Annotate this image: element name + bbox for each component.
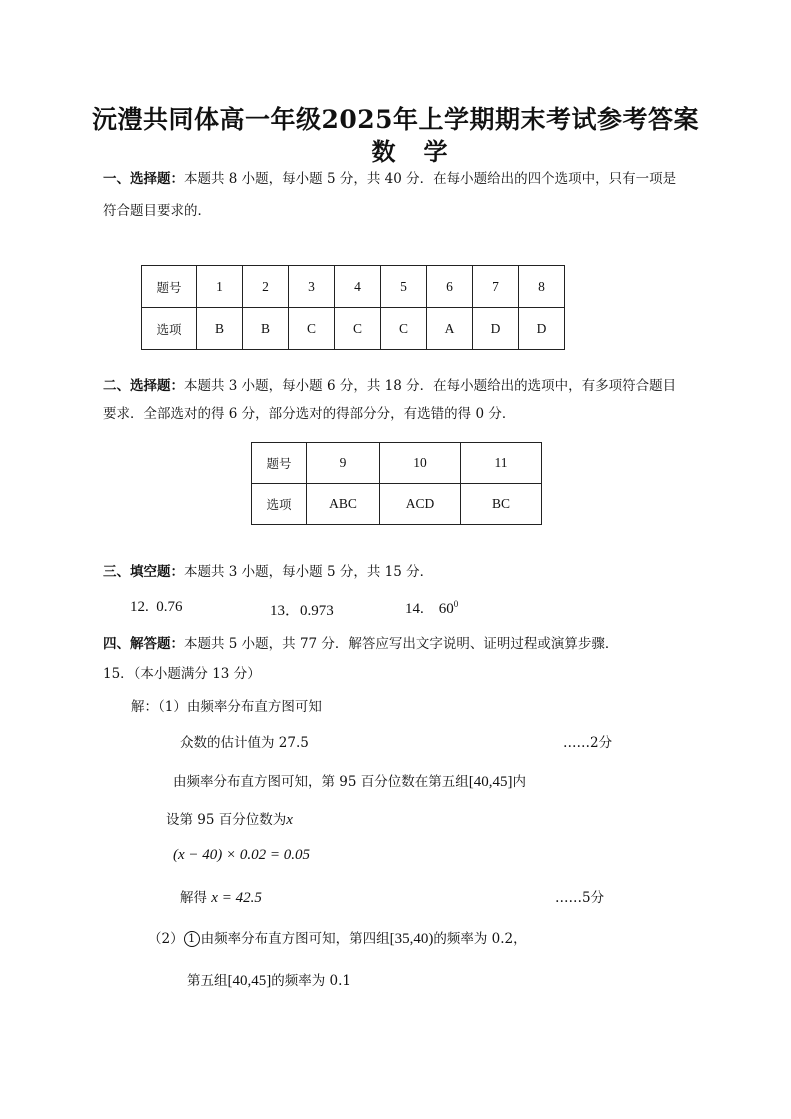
answer-value: 0.973 <box>300 603 334 619</box>
answer-cell: ABC <box>307 484 380 525</box>
table-row <box>252 484 542 525</box>
table-row <box>142 266 565 308</box>
section1-text-line1: 本题共 8 小题，每小题 5 分，共 40 分．在每小题给出的四个选项中，只有一项是 <box>184 171 677 187</box>
section2-label: 二、选择题： <box>103 378 184 394</box>
section3-text: 本题共 3 小题，每小题 5 分，共 15 分． <box>184 564 434 580</box>
answer-cell: B <box>243 308 289 350</box>
part2-text: 由频率分布直方图可知，第四组 <box>200 931 390 947</box>
subject-title: 数学 <box>371 137 476 166</box>
percentile-suffix: 内 <box>512 774 527 790</box>
fill-answer-13 <box>270 599 334 620</box>
answer-cell: BC <box>461 484 542 525</box>
section2-answer-table <box>251 442 542 525</box>
section3-line <box>103 562 433 583</box>
answer-cell: ACD <box>380 484 461 525</box>
section3-label: 三、填空题： <box>103 564 184 580</box>
section4-label: 四、解答题： <box>103 636 184 652</box>
degree-superscript: 0 <box>453 599 459 609</box>
question-number: 5 <box>381 266 427 308</box>
answer-cell: C <box>289 308 335 350</box>
answer-cell: A <box>427 308 473 350</box>
solve-prefix: 解得 <box>180 890 207 906</box>
answer-number: 14. <box>405 601 424 617</box>
percentile-text: 由频率分布直方图可知，第 95 百分位数在第五组 <box>173 774 469 790</box>
q15-score-marker-1: ……2分 <box>563 735 613 751</box>
fill-answer-14 <box>405 599 458 618</box>
answer-number: 13． <box>270 603 301 619</box>
question-number: 9 <box>307 443 380 484</box>
answer-cell: C <box>335 308 381 350</box>
answer-cell: D <box>473 308 519 350</box>
table-answer-label: 选项 <box>252 484 307 525</box>
table-row <box>252 443 542 484</box>
percentile-interval: [40,45] <box>468 774 513 790</box>
question-number: 4 <box>335 266 381 308</box>
section1-label: 一、选择题： <box>103 171 184 187</box>
answer-value: 60 <box>438 601 454 617</box>
q15-let-line <box>166 810 293 831</box>
table-header-label: 题号 <box>252 443 307 484</box>
part2-interval: [35,40) <box>389 931 434 947</box>
group5-prefix: 第五组 <box>187 973 228 989</box>
section4-text: 本题共 5 小题，共 77 分．解答应写出文字说明、证明过程或演算步骤． <box>184 636 619 652</box>
section4-line <box>103 634 618 655</box>
q15-group5-line <box>187 971 351 992</box>
variable-x: x <box>286 812 293 828</box>
page-title: 沅澧共同体高一年级2025年上学期期末考试参考答案 <box>91 105 700 134</box>
answer-cell: C <box>381 308 427 350</box>
group5-text: 的频率为 0.1 <box>271 973 352 989</box>
question-number: 3 <box>289 266 335 308</box>
solve-equation: x = 42.5 <box>211 890 262 906</box>
q15-header: 15．（本小题满分 13 分） <box>103 666 261 682</box>
section2-text-line1: 本题共 3 小题，每小题 6 分，共 18 分．在每小题给出的选项中，有多项符合题目 <box>184 378 677 394</box>
q15-percentile-line <box>173 772 526 793</box>
question-number: 2 <box>243 266 289 308</box>
circled-number-1: 1 <box>184 931 200 947</box>
fill-answer-12 <box>130 599 183 616</box>
answer-cell: B <box>197 308 243 350</box>
question-number: 1 <box>197 266 243 308</box>
let-text: 设第 95 百分位数为 <box>166 812 287 828</box>
question-number: 11 <box>461 443 542 484</box>
table-row <box>142 308 565 350</box>
question-number: 8 <box>519 266 565 308</box>
answer-cell: D <box>519 308 565 350</box>
table-header-label: 题号 <box>142 266 197 308</box>
q15-solve-line <box>180 888 262 909</box>
question-number: 7 <box>473 266 519 308</box>
answer-number: 12. <box>130 599 149 615</box>
section1-text-line2: 符合题目要求的． <box>103 203 211 219</box>
section2-text-line2: 要求．全部选对的得 6 分，部分选对的得部分分，有选错的得 0 分． <box>103 406 516 422</box>
q15-mode-line: 众数的估计值为 27.5 <box>180 735 309 751</box>
section1-answer-table <box>141 265 565 350</box>
answer-value: 0.76 <box>156 599 183 615</box>
part2-prefix: （2） <box>148 931 184 947</box>
table-answer-label: 选项 <box>142 308 197 350</box>
part2-suffix: 的频率为 0.2， <box>433 931 527 947</box>
q15-equation: (x − 40) × 0.02 = 0.05 <box>173 847 311 863</box>
section1-line1 <box>103 169 676 190</box>
question-number: 10 <box>380 443 461 484</box>
section2-line1 <box>103 376 676 397</box>
q15-part1-intro: 解：（1）由频率分布直方图可知 <box>131 699 322 715</box>
q15-score-marker-2: ……5分 <box>555 890 605 906</box>
question-number: 6 <box>427 266 473 308</box>
group5-interval: [40,45] <box>227 973 272 989</box>
q15-part2-line <box>148 929 527 950</box>
